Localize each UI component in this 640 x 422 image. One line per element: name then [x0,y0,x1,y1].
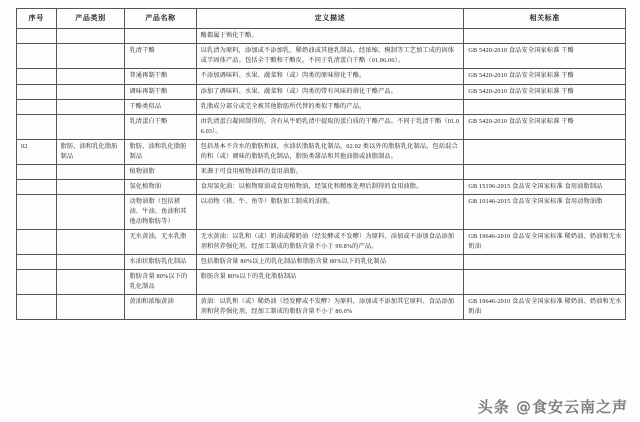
cell-seq [17,69,57,84]
cell-description: 包括基本不含水的脂肪和油，水油状脂肪乳化制品，02.02 类以外的脂肪乳化制品，包括混合的和（或）调味的脂肪乳化制品，脂肪类甜品和其他油脂或油脂制品。 [196,139,464,164]
table-row [17,179,626,194]
cell-standard [464,255,626,270]
table-row [17,270,626,295]
cell-description: 不添加调味料、水果、蔬菜和（或）肉类的原味熔化干酪。 [196,69,464,84]
cell-seq [17,29,57,44]
cell-name [125,29,196,44]
cell-category [56,230,125,255]
cell-name: 干酪类似品 [125,99,196,114]
table-row [17,255,626,270]
cell-standard: GB 19646-2010 食品安全国家标准 稀奶油、奶油和无水奶油 [464,295,626,320]
cell-name: 调味再制干酪 [125,84,196,99]
cell-standard [464,270,626,295]
table-row [17,139,626,164]
cell-description: 乳脂成分部分或完全被其他脂肪所代替的类似干酪的产品。 [196,99,464,114]
cell-description: 黄油：以乳和（或）稀奶油（经发酵或不发酵）为原料，添加或不添加其它原料、食品添加剂和营养强化剂，经加工制成的脂肪含量不小于 80.0% [196,295,464,320]
table-header-row [17,9,626,29]
product-category-table [16,8,626,320]
cell-seq [17,179,57,194]
cell-description: 食用氢化油：以植物原油或食用植物油，经氢化和精炼处理后制得的食用油脂。 [196,179,464,194]
cell-standard: GB 19646-2010 食品安全国家标准 稀奶油、奶油和无水奶油 [464,230,626,255]
cell-standard: GB 5420-2010 食品安全国家标准 干酪 [464,114,626,139]
cell-description: 由乳清蛋白凝固制得的，含有从牛奶乳清中提取的蛋白质的干酪产品。不同于乳清干酪（01.06.03）。 [196,114,464,139]
cell-standard [464,29,626,44]
cell-name: 普通再制干酪 [125,69,196,84]
cell-seq [17,270,57,295]
cell-seq: 02 [17,139,57,164]
cell-name: 氢化植物油 [125,179,196,194]
cell-category [56,164,125,179]
column-header-seq: 序号 [17,9,57,29]
cell-standard: GB 10146-2015 食品安全国家标准 食用动物油脂 [464,194,626,229]
table-row [17,84,626,99]
cell-description: 脂肪含量 80%以下的乳化脂肪制品 [196,270,464,295]
cell-name: 脂肪含量 80%以下的乳化制品 [125,270,196,295]
cell-description: 添加了调味料、水果、蔬菜和（或）肉类的带有风味的熔化干酪产品。 [196,84,464,99]
cell-seq [17,255,57,270]
table-row [17,99,626,114]
cell-description: 来源于可食用植物油料的食用油脂。 [196,164,464,179]
table-row [17,44,626,69]
cell-category [56,29,125,44]
watermark: 头条 @食安云南之声 [477,398,628,416]
cell-category [56,255,125,270]
cell-seq [17,164,57,179]
table-row [17,164,626,179]
cell-standard: GB 5420-2010 食品安全国家标准 干酪 [464,44,626,69]
cell-name: 乳清蛋白干酪 [125,114,196,139]
table-header [17,9,626,29]
table-row [17,114,626,139]
cell-category [56,179,125,194]
cell-description: 包括脂肪含量 80%以上的乳化制品和脂肪含量 80%以下的乳化制品 [196,255,464,270]
cell-description: 以动物（猪、牛、鱼等）脂肪加工制成的油脂。 [196,194,464,229]
cell-category [56,99,125,114]
table-row [17,29,626,44]
cell-category [56,114,125,139]
column-header-category: 产品类别 [56,9,125,29]
cell-seq [17,295,57,320]
cell-category: 脂肪、油和乳化脂肪制品 [56,139,125,164]
table-row [17,69,626,84]
cell-category [56,194,125,229]
cell-seq [17,194,57,229]
cell-standard: GB 15196-2015 食品安全国家标准 食用油脂制品 [464,179,626,194]
cell-name: 无水黄油，无水乳脂 [125,230,196,255]
table-row [17,230,626,255]
cell-seq [17,99,57,114]
cell-name: 黄油和浓缩黄油 [125,295,196,320]
cell-seq [17,84,57,99]
column-header-description: 定义描述 [196,9,464,29]
cell-seq [17,114,57,139]
cell-description: 无水黄油：以乳和（或）奶油或稀奶油（经发酵或不发酵）为原料，添加或不添加食品添加剂和营养强化剂，经加工制成的脂肪含量不小于 99.8%的产品。 [196,230,464,255]
table-row [17,295,626,320]
cell-category [56,44,125,69]
cell-standard: GB 5420-2010 食品安全国家标准 干酪 [464,69,626,84]
table-row [17,194,626,229]
cell-category [56,270,125,295]
column-header-name: 产品名称 [125,9,196,29]
cell-name: 水油状脂肪乳化制品 [125,255,196,270]
table-body [17,29,626,320]
cell-name: 动物油脂（包括猪油、牛油、鱼油和其他动物脂肪等） [125,194,196,229]
cell-name: 乳清干酪 [125,44,196,69]
cell-category [56,295,125,320]
cell-standard [464,99,626,114]
cell-standard [464,139,626,164]
cell-category [56,84,125,99]
cell-standard: GB 5420-2010 食品安全国家标准 干酪 [464,84,626,99]
cell-category [56,69,125,84]
cell-name: 脂肪、油和乳化脂肪制品 [125,139,196,164]
cell-seq [17,44,57,69]
cell-seq [17,230,57,255]
cell-name: 植物油脂 [125,164,196,179]
cell-description: 酪都属于熟化干酪。 [196,29,464,44]
column-header-standard: 相关标准 [464,9,626,29]
cell-description: 以乳清为原料，添加或不添加乳、稀奶油或其他乳制品，经浓缩、模制等工艺加工成的固体或半固体产品。包括全干酪和干酪皮。不同于乳清蛋白干酪（01.06.06）。 [196,44,464,69]
cell-standard [464,164,626,179]
